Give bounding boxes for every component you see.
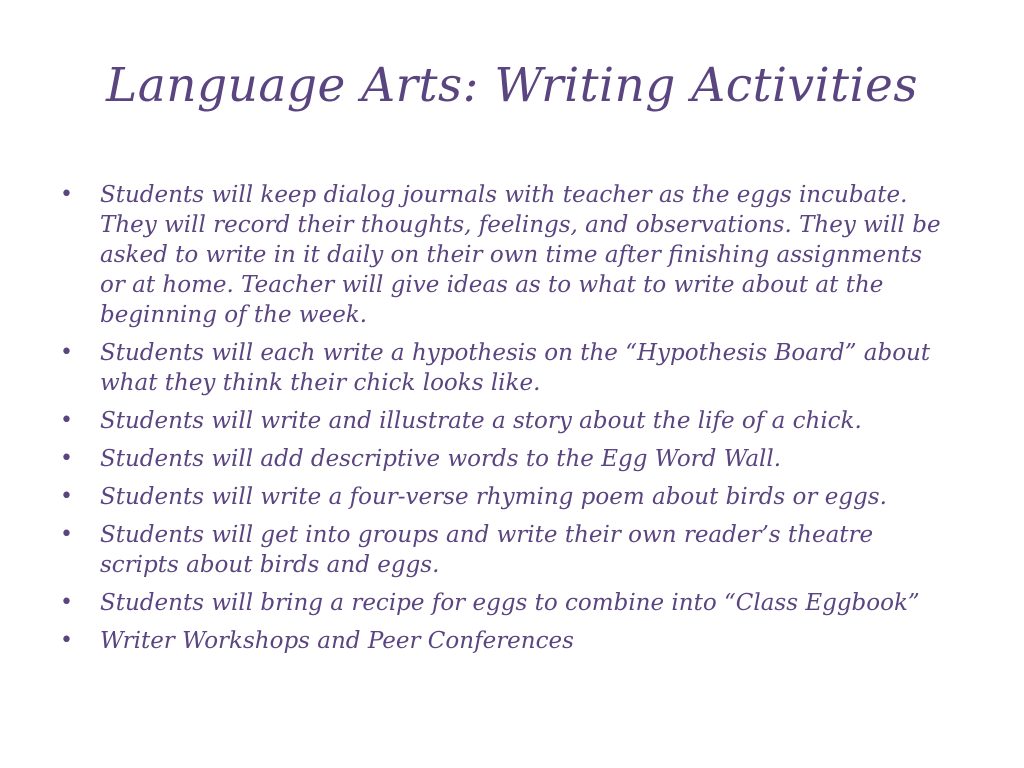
- bullet-item-story: • Students will write and illustrate a story about the life of a chick.: [60, 406, 945, 436]
- bullet-item-readers-theatre: [60, 520, 945, 580]
- bullet-item-journals: • Students will keep dialog journals with teacher as the eggs incubate. They will record their thoughts, feelings, and observations. They will be asked to write in it daily on their own time after finishing assignments or at home. Teacher will give ideas as to what to write about at the beginning of the week.: [60, 180, 945, 330]
- bullet-text-part: Students will get into groups and write: [100, 522, 565, 548]
- bullet-item-eggbook: • Students will bring a recipe for eggs to combine into “Class Eggbook”: [60, 588, 945, 618]
- bullet-list: [60, 180, 945, 664]
- bullet-item-poem: • Students will write a four-verse rhyming poem about birds or eggs.: [60, 482, 945, 512]
- slide-title: Language Arts: Writing Activities: [106, 58, 918, 113]
- bullet-item-word-wall: • Students will add descriptive words to the Egg Word Wall.: [60, 444, 945, 474]
- bullet-item-workshops: • Writer Workshops and Peer Conferences: [60, 626, 945, 656]
- bullet-text-part: reader’s theatre scripts about birds and eggs.: [100, 522, 874, 578]
- bullet-emphasis: their own: [564, 522, 677, 548]
- bullet-item-hypothesis: • Students will each write a hypothesis on the “Hypothesis Board” about what they think their chick looks like.: [60, 338, 945, 398]
